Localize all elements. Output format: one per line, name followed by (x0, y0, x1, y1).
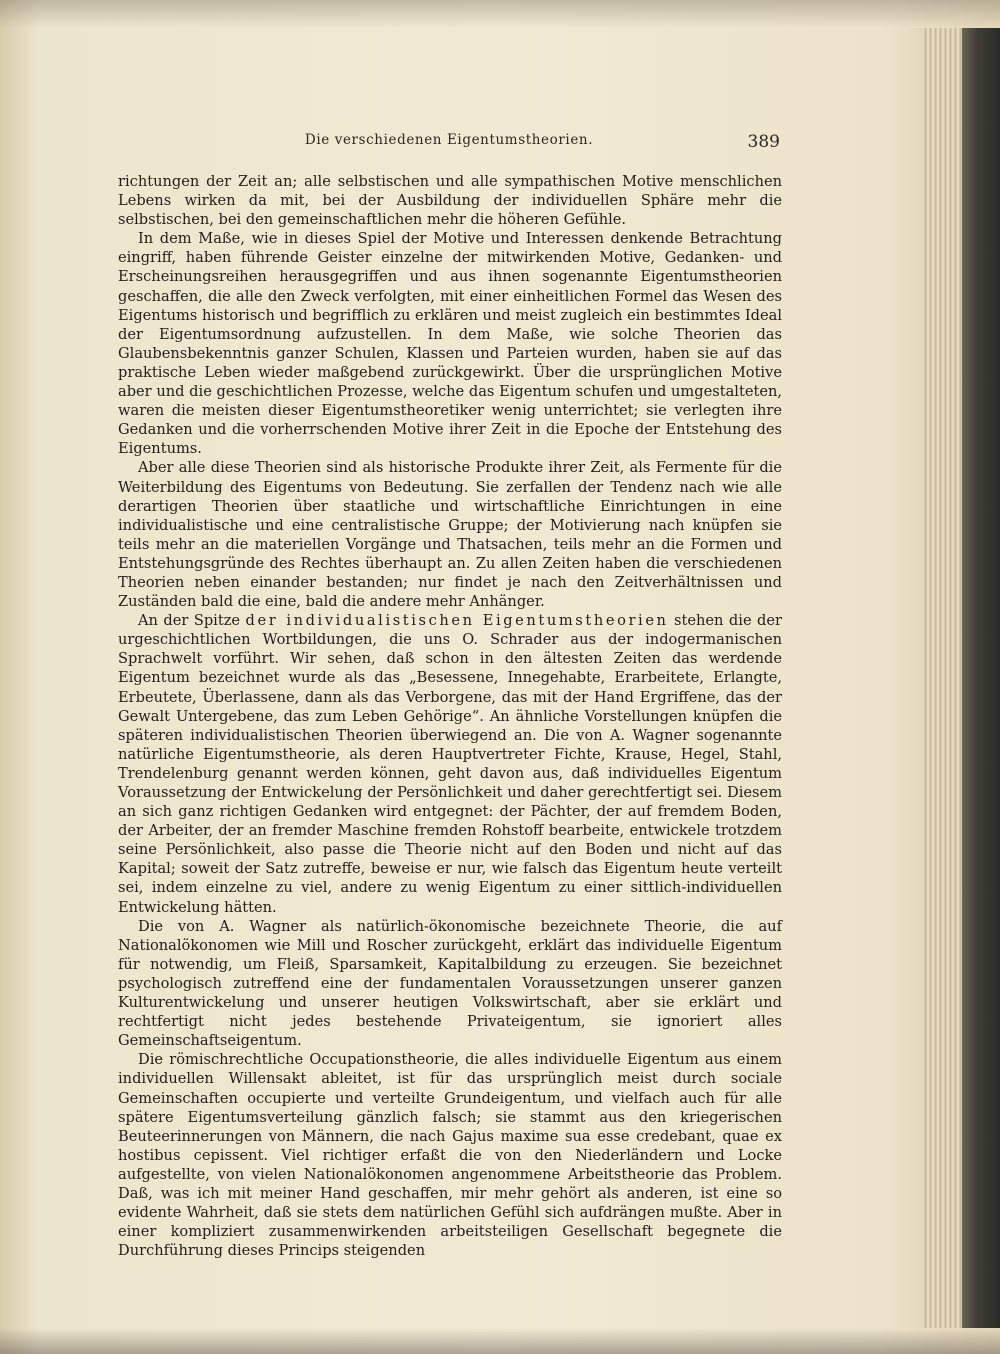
paragraph-2: In dem Maße, wie in dieses Spiel der Motive und Interessen denkende Betrachtung eingriff, haben führende Geister einzelne der mitwirkenden Motive, Gedanken- und Erscheinungsreihen herausgegriffen und aus ihnen sogenannte Eigentumstheorien geschaffen, die alle den Zweck verfolgten, mit einer einheitlichen Formel das Wesen des Eigentums historisch und begrifflich zu erklären und meist zugleich ein bestimmtes Ideal der Eigentumsordnung aufzustellen. In dem Maße, wie solche Theorien das Glaubensbekenntnis ganzer Schulen, Klassen und Parteien wurden, haben sie auf das praktische Leben wieder maßgebend zurückgewirkt. Über die ursprünglichen Motive aber und die geschichtlichen Prozesse, welche das Eigentum schufen und umgestalteten, waren die meisten dieser Eigentumstheoretiker wenig unterrichtet; sie verlegten ihre Gedanken und die vorherrschenden Motive ihrer Zeit in die Epoche der Entstehung des Eigentums. (118, 230, 782, 458)
page-stack-edges (922, 28, 962, 1328)
page-header (118, 132, 780, 154)
book-cover-edge (962, 28, 1000, 1328)
paragraph-3: Aber alle diese Theorien sind als historische Produkte ihrer Zeit, als Fermente für die Weiterbildung des Eigentums von Bedeutung. Sie zerfallen der Tendenz nach wie alle derartigen Theorien über staatliche und wirtschaftliche Einrichtungen in eine individualistische und eine centralistische Gruppe; der Motivierung nach knüpfen sie teils mehr an die materiellen Vorgänge und Thatsachen, teils mehr an die Formen und Entstehungsgründe des Rechtes überhaupt an. Zu allen Zeiten haben die verschiedenen Theorien neben einander bestanden; nur findet je nach den Zeitverhältnissen und Zuständen bald die eine, bald die andere mehr Anhänger. (118, 459, 782, 611)
top-shadow (0, 0, 1000, 28)
paragraph-1: richtungen der Zeit an; alle selbstischen und alle sympathischen Motive menschlichen Lebens wirken da mit, bei der Ausbildung der individuellen Sphäre mehr die selbstischen, bei den gemeinschaftlichen mehr die höheren Gefühle. (118, 173, 782, 229)
running-title: Die verschiedenen Eigentumstheorien. (304, 132, 594, 148)
body-text (118, 172, 782, 1260)
paragraph-4-rest: stehen die der urgeschichtlichen Wortbildungen, die uns O. Schrader aus der indogermanischen Sprachwelt vorführt. Wir sehen, daß schon in den ältesten Zeiten das werdende Eigentum bezeichnet wurde als das „Besessene, Innegehabte, Erarbeitete, Erlangte, Erbeutete, Überlassene, dann als das Verborgene, das mit der Hand Ergriffene, das der Gewalt Untergebene, das zum Leben Gehörige“. An ähnliche Vorstellungen knüpfen die späteren individualistischen Theorien überwiegend an. Die von A. Wagner sogenannte natürliche Eigentumstheorie, als deren Hauptvertreter Fichte, Krause, Hegel, Stahl, Trendelenburg genannt werden können, geht davon aus, daß individuelles Eigentum Voraussetzung der Entwickelung der Persönlichkeit und daher gerechtfertigt sei. Diesem an sich ganz richtigen Gedanken wird entgegnet: der Pächter, der auf fremdem Boden, der Arbeiter, der an fremder Maschine fremden Rohstoff bearbeite, entwickele trotzdem seine Persönlichkeit, also passe die Theorie nicht auf den Boden und nicht auf das Kapital; soweit der Satz zutreffe, beweise er nur, wie falsch das Eigentum heute verteilt sei, indem einzelne zu viel, andere zu wenig Eigentum zu einer sittlich-individuellen Entwickelung hätten. (118, 612, 783, 916)
paragraph-4-lead: An der Spitze (138, 612, 246, 630)
paragraph-5: Die von A. Wagner als natürlich-ökonomische bezeichnete Theorie, die auf Nationalökonomen wie Mill und Roscher zurückgeht, erklärt das individuelle Eigentum für notwendig, um Fleiß, Sparsamkeit, Kapitalbildung zu erzeugen. Sie bezeichnet psychologisch zutreffend eine der fundamentalen Voraussetzungen unserer ganzen Kulturentwickelung und unserer heutigen Volkswirtschaft, aber sie erklärt und rechtfertigt nicht jedes bestehende Privateigentum, sie ignoriert alles Gemeinschaftseigentum. (118, 917, 782, 1050)
bottom-shadow (0, 1328, 1000, 1354)
page-number: 389 (747, 132, 780, 152)
paragraph-6: Die römischrechtliche Occupationstheorie, die alles individuelle Eigentum aus einem individuellen Willensakt ableitet, ist für das ursprünglich meist durch sociale Gemeinschaften occupierte und verteilte Grundeigentum, und vielfach auch für alle spätere Eigentumsverteilung gänzlich falsch; sie stammt aus den kriegerischen Beuteerinnerungen von Männern, die nach Gajus maxime sua esse credebant, quae ex hostibus cepissent. Viel richtiger erfaßt die von den Niederländern und Locke aufgestellte, von vielen Nationalökonomen angenommene Arbeitstheorie das Problem. Daß, was ich mit meiner Hand geschaffen, mir mehr gehört als anderen, ist eine so evidente Wahrheit, daß sie stets dem natürlichen Gefühl sich aufdrängen mußte. Aber in einer kompliziert zusammenwirkenden arbeitsteiligen Gesellschaft begegnete die Durchführung dieses Princips steigenden (118, 1051, 782, 1260)
spaced-emphasis: der individualistischen Eigentumstheorien (245, 612, 669, 630)
paragraph-4 (118, 611, 782, 917)
